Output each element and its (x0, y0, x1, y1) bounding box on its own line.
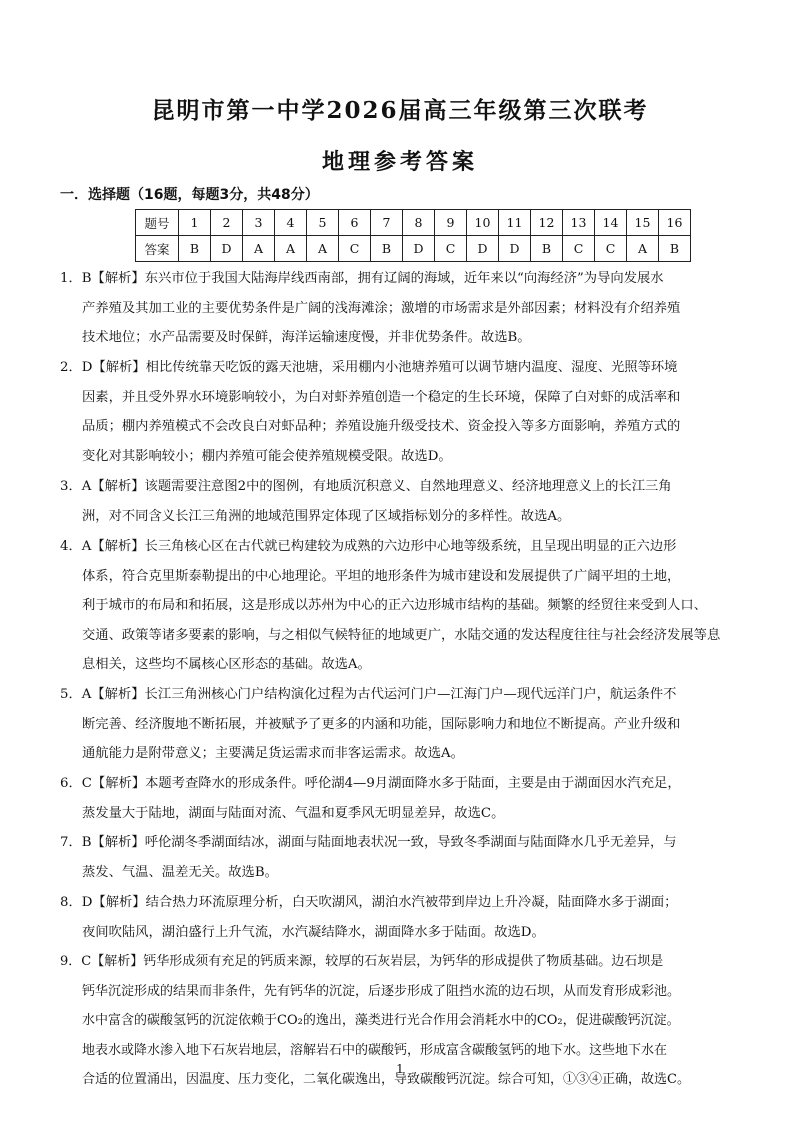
answer-cell: A (275, 236, 307, 262)
explanation-line: 蒸发量大于陆地，湖面与陆面对流、气温和夏季风无明显差异，故选C。 (82, 805, 505, 821)
explanation-line: 断完善、经济腹地不断拓展，并被赋予了更多的内涵和功能，国际影响力和地位不断提高。产业升级和 (82, 716, 681, 732)
question-number: 9 (435, 210, 467, 236)
explanation-line: 产养殖及其加工业的主要优势条件是广阔的浅海滩涂；激增的市场需求是外部因素；材料没有介绍养殖 (82, 300, 681, 316)
explanation-line: 3．A【解析】该题需要注意图2中的图例，有地质沉积意义、自然地理意义、经济地理意义上的长江三角 (60, 479, 672, 494)
answer-cell: A (243, 236, 275, 262)
page-number: 1 (396, 1062, 404, 1076)
question-number: 3 (243, 210, 275, 236)
explanation-line: 合适的位置涌出，因温度、压力变化，二氧化碳逸出，导致碳酸钙沉淀。综合可知，①③④正确，故选C。 (82, 1072, 690, 1088)
question-number: 16 (659, 210, 691, 236)
question-number: 11 (499, 210, 531, 236)
explanation-line: 9．C【解析】钙华形成须有充足的钙质来源，较厚的石灰岩层，为钙华的形成提供了物质基础。边石坝是 (60, 954, 664, 969)
explanation-line: 5．A【解析】长江三角洲核心门户结构演化过程为古代运河门户—江海门户—现代远洋门户，航运条件不 (60, 687, 677, 702)
explanation-q5 (60, 680, 744, 769)
answer-cell: B (531, 236, 563, 262)
explanation-line: 地表水或降水渗入地下石灰岩地层，溶解岩石中的碳酸钙，形成富含碳酸氢钙的地下水。这些地下水在 (82, 1042, 668, 1058)
explanation-line: 7．B【解析】呼伦湖冬季湖面结冰，湖面与陆面地表状况一致，导致冬季湖面与陆面降水几乎无差异，与 (60, 835, 677, 850)
question-number: 1 (179, 210, 211, 236)
answer-cell: C (339, 236, 371, 262)
explanation-line: 息相关，这些均不属核心区形态的基础。故选A。 (82, 657, 371, 673)
exam-title: 昆明市第一中学2026届高三年级第三次联考 (151, 97, 649, 124)
question-number: 13 (563, 210, 595, 236)
answer-row-label: 答案 (136, 236, 179, 262)
explanation-line: 交通、政策等诸多要素的影响，与之相似气候特征的地域更广，水陆交通的发达程度往往与社会经济发展等息 (82, 627, 721, 643)
answer-table-answer-row (136, 236, 691, 262)
question-number: 10 (467, 210, 499, 236)
answer-cell: D (499, 236, 531, 262)
explanation-line: 6．C【解析】本题考查降水的形成条件。呼伦湖4—9月湖面降水多于陆面，主要是由于湖面因水汽充足， (60, 776, 681, 791)
answer-cell: C (595, 236, 627, 262)
answer-table (135, 209, 691, 262)
explanation-line: 洲，对不同含义长江三角洲的地域范围界定体现了区域指标划分的多样性。故选A。 (82, 508, 571, 524)
answer-cell: A (307, 236, 339, 262)
explanation-q6 (60, 769, 744, 828)
explanation-line: 钙华沉淀形成的结果而非条件，先有钙华的沉淀，后逐步形成了阻挡水流的边石坝，从而发育形成彩池。 (82, 983, 681, 999)
answer-cell: B (371, 236, 403, 262)
answer-table-number-row (136, 210, 691, 236)
explanation-q3 (60, 472, 744, 531)
question-number: 5 (307, 210, 339, 236)
section-heading: 一．选择题（16题，每题3分，共48分） (60, 187, 319, 203)
question-number: 6 (339, 210, 371, 236)
answer-cell: D (467, 236, 499, 262)
answer-cell: B (659, 236, 691, 262)
answer-cell: D (403, 236, 435, 262)
explanation-q7 (60, 828, 744, 887)
explanation-line: 体系，符合克里斯泰勒提出的中心地理论。平坦的地形条件为城市建设和发展提供了广阔平坦的土地， (82, 568, 681, 584)
explanation-q4 (60, 532, 744, 680)
explanation-line: 水中富含的碳酸氢钙的沉淀依赖于CO₂的逸出，藻类进行光合作用会消耗水中的CO₂，促进碳酸钙沉淀。 (82, 1013, 680, 1029)
question-number: 12 (531, 210, 563, 236)
question-number: 15 (627, 210, 659, 236)
explanation-line: 技术地位；水产品需要及时保鲜，海洋运输速度慢，并非优势条件。故选B。 (82, 330, 531, 346)
explanation-line: 2．D【解析】相比传统靠天吃饭的露天池塘，采用棚内小池塘养殖可以调节塘内温度、湿度、光照等环境 (60, 360, 678, 375)
explanation-q8 (60, 888, 744, 947)
answer-cell: D (211, 236, 243, 262)
explanation-line: 蒸发、气温、温差无关。故选B。 (82, 864, 278, 880)
explanation-line: 变化对其影响较小；棚内养殖可能会使养殖规模受限。故选D。 (82, 448, 452, 464)
question-number: 14 (595, 210, 627, 236)
explanation-line: 1．B【解析】东兴市位于我国大陆海岸线西南部，拥有辽阔的海域，近年来以“向海经济”为导向发展水 (60, 271, 664, 286)
explanation-line: 8．D【解析】结合热力环流原理分析，白天吹湖风，湖泊水汽被带到岸边上升冷凝，陆面降水多于湖面； (60, 895, 678, 910)
explanation-line: 4．A【解析】长三角核心区在古代就已构建较为成熟的六边形中心地等级系统，且呈现出明显的正六边形 (60, 539, 677, 554)
answer-cell: B (179, 236, 211, 262)
question-number: 2 (211, 210, 243, 236)
explanation-line: 夜间吹陆风，湖泊盛行上升气流，水汽凝结降水，湖面降水多于陆面。故选D。 (82, 924, 545, 940)
question-number: 8 (403, 210, 435, 236)
explanation-line: 利于城市的布局和和拓展，这是形成以苏州为中心的正六边形城市结构的基础。频繁的经贸往来受到人口、 (82, 598, 707, 614)
explanation-q1 (60, 264, 744, 353)
explanation-line: 因素，并且受外界水环境影响较小，为白对虾养殖创造一个稳定的生长环境，保障了白对虾的成活率和 (82, 389, 681, 405)
answer-cell: C (435, 236, 467, 262)
question-number: 4 (275, 210, 307, 236)
answer-cell: A (627, 236, 659, 262)
question-number: 7 (371, 210, 403, 236)
answer-cell: C (563, 236, 595, 262)
explanation-q2 (60, 353, 744, 471)
number-row-label: 题号 (136, 210, 179, 236)
answer-key-title: 地理参考答案 (321, 149, 478, 175)
explanation-line: 通航能力是附带意义；主要满足货运需求而非客运需求。故选A。 (82, 746, 464, 762)
explanation-line: 品质；棚内养殖模式不会改良白对虾品种；养殖设施升级受技术、资金投入等多方面影响，养殖方式的 (82, 419, 681, 435)
